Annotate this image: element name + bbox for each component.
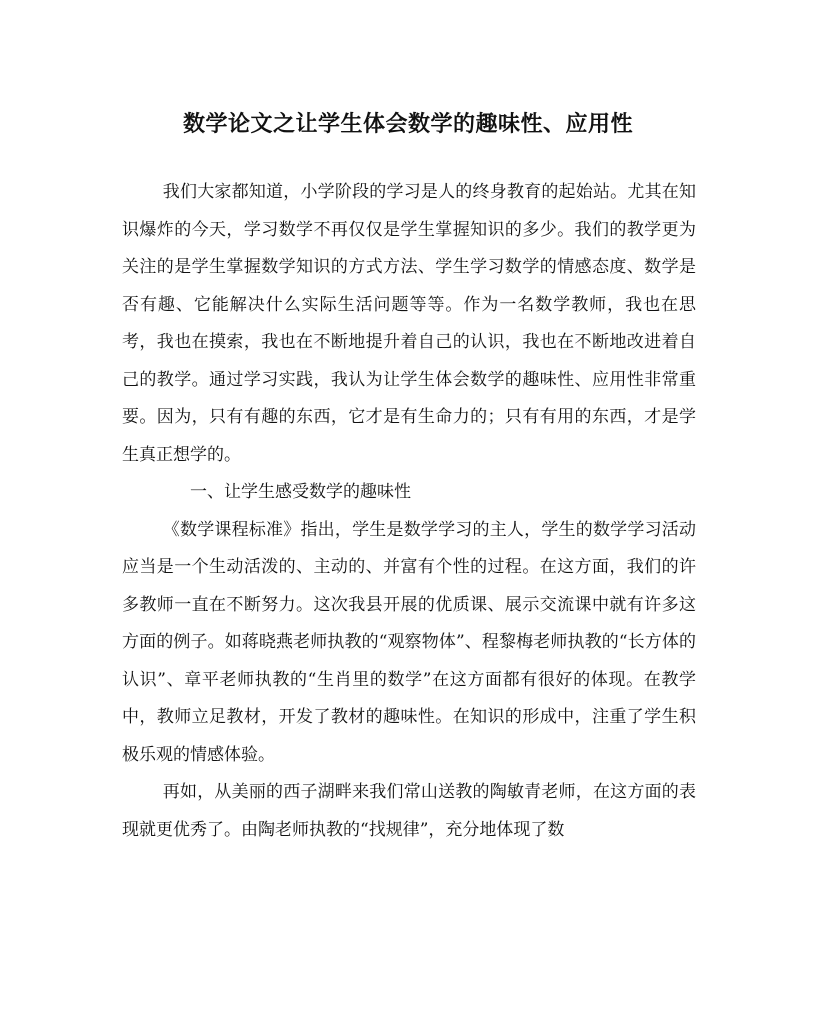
paragraph-example: 再如，从美丽的西子湖畔来我们常山送教的陶敏青老师，在这方面的表现就更优秀了。由陶老师执教的“找规律”，充分地体现了数 — [122, 782, 696, 840]
section-heading: 一、让学生感受数学的趣味性 — [190, 482, 411, 502]
document-body — [122, 174, 696, 849]
paragraph-curriculum: 《数学课程标准》指出，学生是数学学习的主人，学生的数学学习活动应当是一个生动活泼的、主动的、并富有个性的过程。在这方面，我们的许多教师一直在不断努力。这次我县开展的优质课、展示交流课中就有许多这方面的例子。如蒋晓燕老师执教的“观察物体”、程黎梅老师执教的“长方体的认识”、章平老师执教的“生肖里的数学”在这方面都有很好的体现。在教学中，教师立足教材，开发了教材的趣味性。在知识的形成中，注重了学生积极乐观的情感体验。 — [122, 519, 696, 765]
document-title: 数学论文之让学生体会数学的趣味性、应用性 — [182, 111, 633, 137]
paragraph-intro: 我们大家都知道，小学阶段的学习是人的终身教育的起始站。尤其在知识爆炸的今天，学习数学不再仅仅是学生掌握知识的多少。我们的教学更为关注的是学生掌握数学知识的方式方法、学生学习数学的情感态度、数学是否有趣、它能解决什么实际生活问题等等。作为一名数学教师，我也在思考，我也在摸索，我也在不断地提升着自己的认识，我也在不断地改进着自己的教学。通过学习实践，我认为让学生体会数学的趣味性、应用性非常重要。因为，只有有趣的东西，它才是有生命力的；只有有用的东西，才是学生真正想学的。 — [122, 182, 696, 465]
